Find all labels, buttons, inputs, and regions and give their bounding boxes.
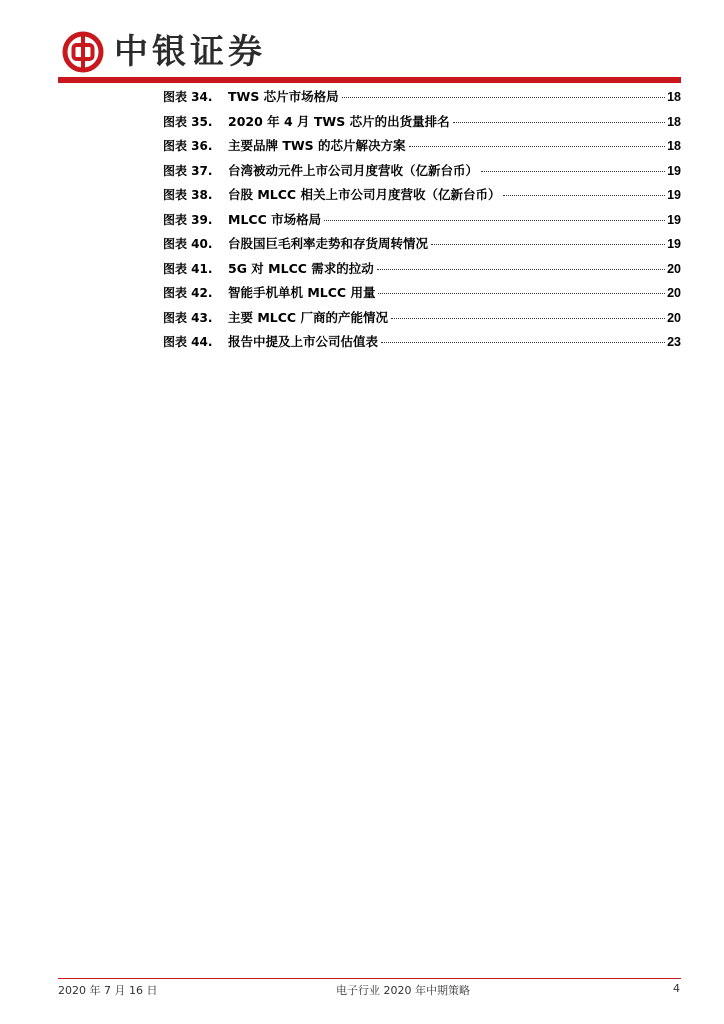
dot-leader bbox=[409, 146, 666, 147]
toc-entry[interactable] bbox=[163, 112, 681, 137]
dot-leader bbox=[342, 97, 665, 98]
figure-title[interactable]: 主要品牌 TWS 的芯片解决方案 bbox=[228, 138, 406, 153]
page-number[interactable]: 20 bbox=[667, 310, 681, 325]
report-title: 电子行业 2020 年中期策略 bbox=[336, 984, 470, 997]
toc-entry[interactable] bbox=[163, 332, 681, 357]
figure-label: 图表 40. bbox=[163, 237, 213, 251]
figure-title[interactable]: 主要 MLCC 厂商的产能情况 bbox=[228, 309, 388, 325]
figure-title[interactable]: 智能手机单机 MLCC 用量 bbox=[228, 285, 376, 300]
figure-title[interactable]: 台股 MLCC 相关上市公司月度营收（亿新台币） bbox=[228, 187, 501, 202]
dot-leader bbox=[391, 318, 665, 319]
figure-title[interactable]: 2020 年 4 月 TWS 芯片的出货量排名 bbox=[228, 113, 450, 129]
page-number[interactable]: 18 bbox=[667, 139, 681, 153]
page-footer bbox=[58, 982, 680, 998]
page-number[interactable]: 19 bbox=[667, 212, 681, 227]
figure-label: 图表 35. bbox=[163, 114, 213, 129]
figure-label: 图表 36. bbox=[163, 139, 213, 153]
page-number[interactable]: 19 bbox=[667, 188, 681, 202]
toc-entry[interactable] bbox=[163, 308, 681, 333]
figure-label: 图表 37. bbox=[163, 163, 213, 178]
page-number[interactable]: 18 bbox=[667, 114, 681, 129]
brand-name: 中银证券 bbox=[114, 32, 266, 72]
dot-leader bbox=[431, 244, 665, 245]
figure-title[interactable]: 台股国巨毛利率走势和存货周转情况 bbox=[228, 236, 429, 251]
page-number[interactable]: 20 bbox=[667, 286, 681, 300]
footer-page-number: 4 bbox=[673, 982, 680, 995]
toc-entry[interactable] bbox=[163, 87, 681, 112]
figure-label: 图表 34. bbox=[163, 90, 213, 104]
page-header bbox=[62, 30, 266, 74]
toc-entry[interactable] bbox=[163, 136, 681, 161]
figure-title[interactable]: 5G 对 MLCC 需求的拉动 bbox=[228, 260, 374, 276]
dot-leader bbox=[503, 195, 665, 196]
page-number[interactable]: 19 bbox=[667, 163, 681, 178]
page-number[interactable]: 19 bbox=[667, 237, 681, 251]
figure-list bbox=[163, 87, 681, 357]
toc-entry[interactable] bbox=[163, 185, 681, 210]
figure-title[interactable]: 报告中提及上市公司估值表 bbox=[228, 334, 379, 349]
figure-label: 图表 38. bbox=[163, 188, 213, 202]
figure-label: 图表 44. bbox=[163, 335, 213, 349]
figure-label: 图表 41. bbox=[163, 261, 213, 276]
report-date: 2020 年 7 月 16 日 bbox=[58, 984, 158, 997]
dot-leader bbox=[453, 122, 666, 123]
page-number[interactable]: 18 bbox=[667, 90, 681, 104]
dot-leader bbox=[378, 293, 665, 294]
toc-entry[interactable] bbox=[163, 283, 681, 308]
dot-leader bbox=[377, 269, 665, 270]
figure-title[interactable]: 台湾被动元件上市公司月度营收（亿新台币） bbox=[228, 162, 479, 178]
bank-of-china-logo-icon bbox=[62, 31, 104, 73]
figure-label: 图表 43. bbox=[163, 310, 213, 325]
toc-entry[interactable] bbox=[163, 234, 681, 259]
footer-divider bbox=[58, 978, 681, 979]
dot-leader bbox=[481, 171, 665, 172]
toc-entry[interactable] bbox=[163, 161, 681, 186]
figure-label: 图表 42. bbox=[163, 286, 213, 300]
toc-entry[interactable] bbox=[163, 259, 681, 284]
page-number[interactable]: 23 bbox=[667, 335, 681, 349]
dot-leader bbox=[381, 342, 665, 343]
page-number[interactable]: 20 bbox=[667, 261, 681, 276]
figure-label: 图表 39. bbox=[163, 212, 213, 227]
dot-leader bbox=[324, 220, 665, 221]
figure-title[interactable]: TWS 芯片市场格局 bbox=[228, 89, 339, 104]
header-divider bbox=[58, 77, 681, 83]
figure-title[interactable]: MLCC 市场格局 bbox=[228, 211, 322, 227]
toc-entry[interactable] bbox=[163, 210, 681, 235]
